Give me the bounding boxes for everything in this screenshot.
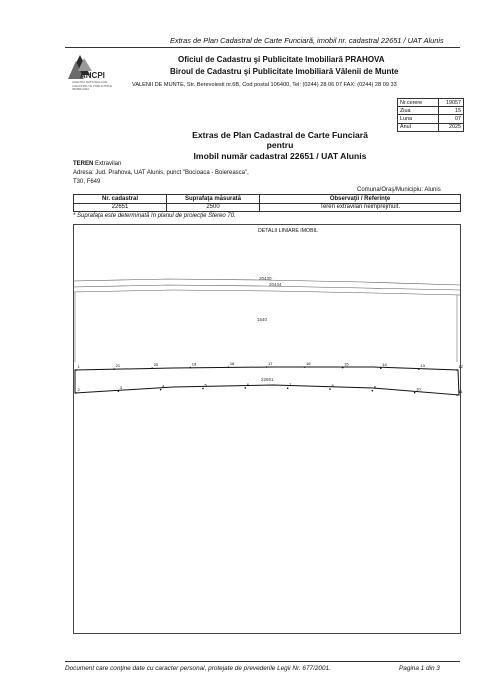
header-top-title: Extras de Plan Cadastral de Carte Funciară, imobil nr. cadastral 22651 / UAT Alunis [170, 36, 444, 45]
vertex-point [228, 366, 230, 368]
reg-value: 19057 [439, 99, 464, 107]
document-title: Extras de Plan Cadastral de Carte Funciară [192, 130, 368, 140]
vertex-point [75, 369, 77, 371]
vertex-point [266, 366, 268, 368]
vertex-label: 16 [306, 361, 311, 367]
vertex-label: 11 [458, 389, 463, 394]
vertex-point [160, 389, 162, 391]
teren-plot: T30, F649 [73, 179, 101, 185]
parcel-boundary [73, 290, 460, 295]
office-address: VALENII DE MUNTE, Str. Berevoiesti nr.6B, Cod postal 106400, Tel: (0244) 28 06 07 FAX: (0244) 28 09 33 [132, 82, 397, 88]
vertex-label: 10 [416, 386, 421, 392]
cell-nr-cadastral: 22651 [74, 203, 167, 212]
vertex-point [456, 369, 458, 371]
table-header-row [74, 195, 461, 204]
table-row [398, 99, 464, 107]
vertex-label: 5 [204, 382, 207, 388]
vertex-label: 6 [246, 381, 250, 387]
vertex-label: 19 [191, 361, 197, 367]
logo-text: ANCPI [80, 71, 105, 80]
col-suprafata: Suprafaţa măsurată [167, 195, 260, 204]
vertex-label: 17 [268, 361, 273, 366]
office-title: Oficiul de Cadastru şi Publicitate Imobiliară PRAHOVA [178, 55, 385, 64]
table-row [74, 203, 461, 212]
vertex-point [75, 392, 77, 394]
vertex-point [418, 368, 420, 370]
vertex-point [151, 367, 153, 369]
vertex-point [456, 394, 458, 396]
teren-heading [73, 161, 121, 167]
vertex-label: 9 [373, 384, 377, 390]
vertex-point [118, 390, 120, 392]
cadastral-table [73, 194, 461, 212]
table-row [398, 115, 464, 123]
document-title-pentru: pentru [266, 140, 294, 150]
office-subtitle: Biroul de Cadastru şi Publicitate Imobiliară Vălenii de Munte [170, 67, 399, 76]
vertex-label: 21 [115, 363, 121, 369]
header-divider [65, 47, 460, 48]
document-title-imobil: Imobil număr cadastral 22651 / UAT Alunis [193, 151, 367, 161]
vertex-label: 4 [162, 383, 165, 389]
reg-label: Nr.cerere [398, 99, 439, 107]
reg-label: Ziua [398, 107, 439, 115]
vertex-point [202, 388, 204, 390]
vertex-point [304, 366, 306, 368]
vertex-label: 15 [344, 361, 349, 367]
reg-label: Anul [398, 123, 439, 131]
vertex-label: 1 [77, 364, 80, 369]
vertex-label: 3 [119, 385, 123, 391]
vertex-label: 14 [382, 362, 387, 368]
vertex-label: 2 [77, 387, 80, 392]
teren-address: Adresa: Jud. Prahova, UAT Alunis, punct "Bocioaca - Boiereasca", [73, 170, 249, 176]
footer-legal-note: Document care conţine date cu caracter personal, protejate de prevederile Legii Nr. 677/2001. [65, 665, 331, 672]
page-number: Pagina 1 din 3 [399, 665, 440, 672]
cell-observatii: Teren extravilan neimprejmuit. [260, 203, 461, 212]
registration-table [397, 98, 464, 132]
vertex-point [380, 367, 382, 369]
vertex-point [342, 367, 344, 369]
plan-drawing [73, 224, 461, 634]
teren-type: Extravilan [95, 161, 122, 167]
reg-value: 15 [439, 107, 464, 115]
parcel-boundary [73, 285, 460, 290]
vertex-point [329, 388, 331, 390]
plan-label-top2: 20434 [269, 282, 282, 287]
vertex-label: 13 [420, 363, 425, 369]
cell-suprafata: 2500 [167, 203, 260, 212]
vertex-point [414, 392, 416, 394]
vertex-point [113, 368, 115, 370]
vertex-label: 18 [229, 361, 235, 367]
reg-value: 2025 [439, 123, 464, 131]
vertex-point [287, 387, 289, 389]
teren-label: TEREN [73, 161, 94, 167]
vertex-point [190, 367, 192, 369]
vertex-label: 7 [289, 382, 292, 388]
logo-subtext: AGENTIA NATIONALA DE CADASTRU SI PUBLICITATE IMOBILIARA [72, 80, 112, 92]
plan-label-top1: 20430 [259, 276, 272, 281]
footer-divider [65, 661, 460, 662]
table-row [398, 107, 464, 115]
plan-title: DETALII LINIARE IMOBIL [258, 228, 318, 234]
col-observatii: Observaţii / Referinţe [260, 195, 461, 204]
reg-label: Luna [398, 115, 439, 123]
vertex-point [372, 390, 374, 392]
plan-label-parcel: 22651 [261, 377, 274, 382]
col-nr-cadastral: Nr. cadastral [74, 195, 167, 204]
vertex-point [245, 387, 247, 389]
vertex-label: 12 [458, 364, 463, 369]
vertex-label: 8 [331, 383, 334, 389]
plan-label-mid: 1540 [257, 317, 268, 322]
reg-value: 07 [439, 115, 464, 123]
comuna-label: Comuna/Oraş/Municipiu: Alunis [357, 187, 441, 193]
vertex-label: 20 [153, 362, 159, 368]
projection-note: * Suprafaţa este determinată în planul de proiecţie Stereo 70. [73, 213, 236, 219]
